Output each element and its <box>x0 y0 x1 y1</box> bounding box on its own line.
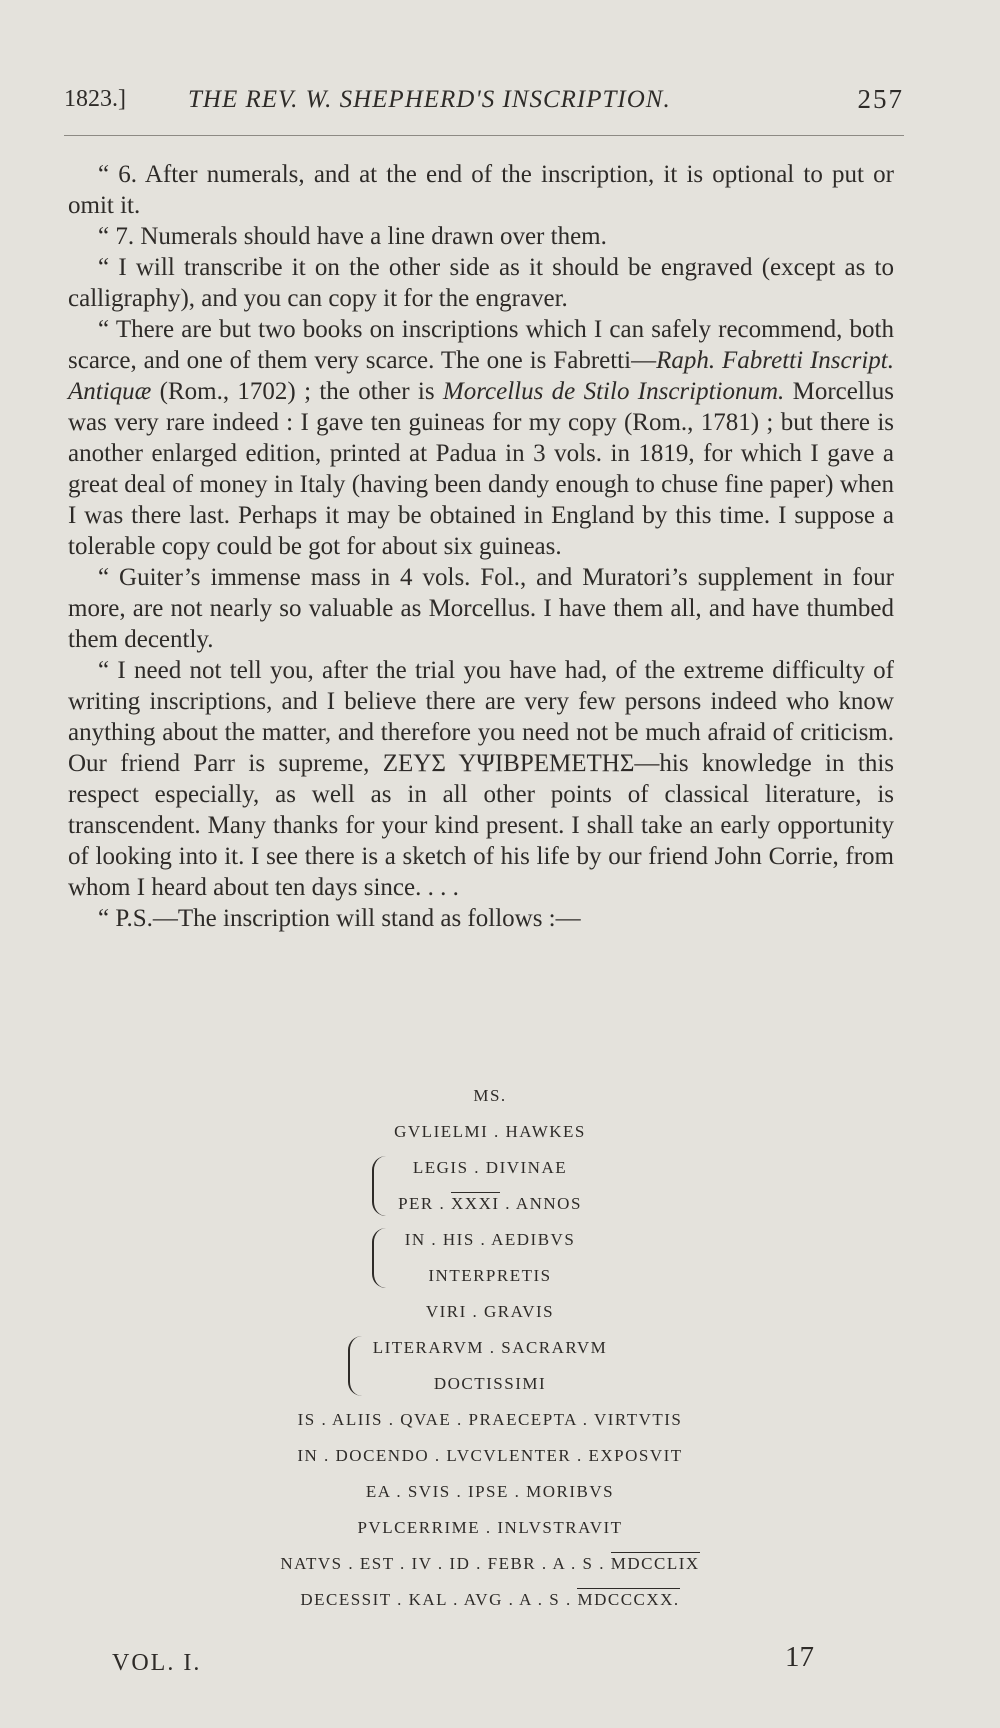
books-text-1: “ There are but two books on inscriptions which I can safely recommend, both scarce, and one of them very scarce. The one is Fabretti— <box>68 316 894 374</box>
inscription-line: DECESSIT . KAL . AVG . A . S . MDCCCXX. <box>300 1590 680 1609</box>
inscription-line: NATVS . EST . IV . ID . FEBR . A . S . MDCCLIX <box>280 1554 700 1573</box>
brace-group-3 <box>140 1330 840 1402</box>
overlined-numeral: MDCCCXX. <box>577 1590 680 1609</box>
books-text-2: (Rom., 1702) ; the other is <box>151 378 443 405</box>
fabretti-title: Raph. Fabretti Inscript. Antiquæ <box>68 347 894 405</box>
inscription-line: GVLIELMI . HAWKES <box>394 1122 586 1141</box>
volume-mark: VOL. I. <box>112 1650 202 1676</box>
brace-group-2 <box>140 1222 840 1294</box>
letter-body <box>68 159 894 934</box>
signature-mark: 17 <box>785 1641 814 1673</box>
brace-group-1 <box>140 1150 840 1222</box>
inscription-line: LEGIS . DIVINAE <box>412 1158 568 1177</box>
inscription-line: INTERPRETIS <box>428 1266 552 1285</box>
header-rule <box>64 135 904 136</box>
paragraph-transcribe: “ I will transcribe it on the other side as it should be engraved (except as to calligraphy), and you can copy it for the engraver. <box>68 254 894 312</box>
inscription-line: LITERARVM . SACRARVM <box>372 1338 608 1357</box>
inscription-line: MS. <box>473 1086 507 1105</box>
inscription-line: IN . HIS . AEDIBVS <box>404 1230 576 1249</box>
overlined-numeral: XXXI <box>451 1194 500 1213</box>
inscription-line: PVLCERRIME . INLVSTRAVIT <box>357 1518 623 1537</box>
paragraph-guiter: “ Guiter’s immense mass in 4 vols. Fol., and Muratori’s supplement in four more, are not nearly so valuable as Morcellus. I have them all, and have thumbed them decently. <box>68 564 894 653</box>
inscription-line: DOCTISSIMI <box>433 1374 547 1393</box>
morcellus-title: Morcellus de Stilo Inscriptionum. <box>442 378 785 405</box>
paragraph-books <box>68 314 894 562</box>
paragraph-rule-6: “ 6. After numerals, and at the end of the inscription, it is optional to put or omit it. <box>68 161 894 219</box>
paragraph-rule-7: “ 7. Numerals should have a line drawn over them. <box>98 223 607 250</box>
header-year: 1823.] <box>64 86 126 112</box>
overlined-numeral: MDCCLIX <box>610 1554 700 1573</box>
page-number: 257 <box>857 84 904 114</box>
inscription-line: VIRI . GRAVIS <box>425 1302 555 1321</box>
inscription-block <box>140 1078 840 1618</box>
inscription-line: IN . DOCENDO . LVCVLENTER . EXPOSVIT <box>297 1446 683 1465</box>
header-title: THE REV. W. SHEPHERD'S INSCRIPTION. <box>188 86 671 113</box>
books-text-3: Morcellus was very rare indeed : I gave ten guineas for my copy (Rom., 1781) ; but there is another enlarged edition, printed at Padua in 3 vols. in 1819, for which I gave a great deal of money in Italy (having been dandy enough to chuse fine paper) when I was there last. Perhaps it may be obtained in England by this time. I suppose a tolerable copy could be got for about six guineas. <box>68 378 894 560</box>
paragraph-postscript: “ P.S.—The inscription will stand as follows :— <box>98 905 581 932</box>
paragraph-difficulty: “ I need not tell you, after the trial you have had, of the extreme difficulty of writing inscriptions, and I believe there are very few persons indeed who know anything about the matter, and therefore you need not be much afraid of criticism. Our friend Parr is supreme, ΖΕΥΣ ΥΨΙΒΡΕΜΕΤΗΣ—his knowledge in this respect especially, as well as in all other points of classical literature, is transcendent. Many thanks for your kind present. I shall take an early opportunity of looking into it. I see there is a sketch of his life by our friend John Corrie, from whom I heard about ten days since. . . . <box>68 657 894 901</box>
running-header <box>64 78 904 118</box>
inscription-line: IS . ALIIS . QVAE . PRAECEPTA . VIRTVTIS <box>297 1410 683 1429</box>
inscription-line: PER . XXXI . ANNOS <box>398 1194 582 1213</box>
inscription-line: EA . SVIS . IPSE . MORIBVS <box>365 1482 615 1501</box>
